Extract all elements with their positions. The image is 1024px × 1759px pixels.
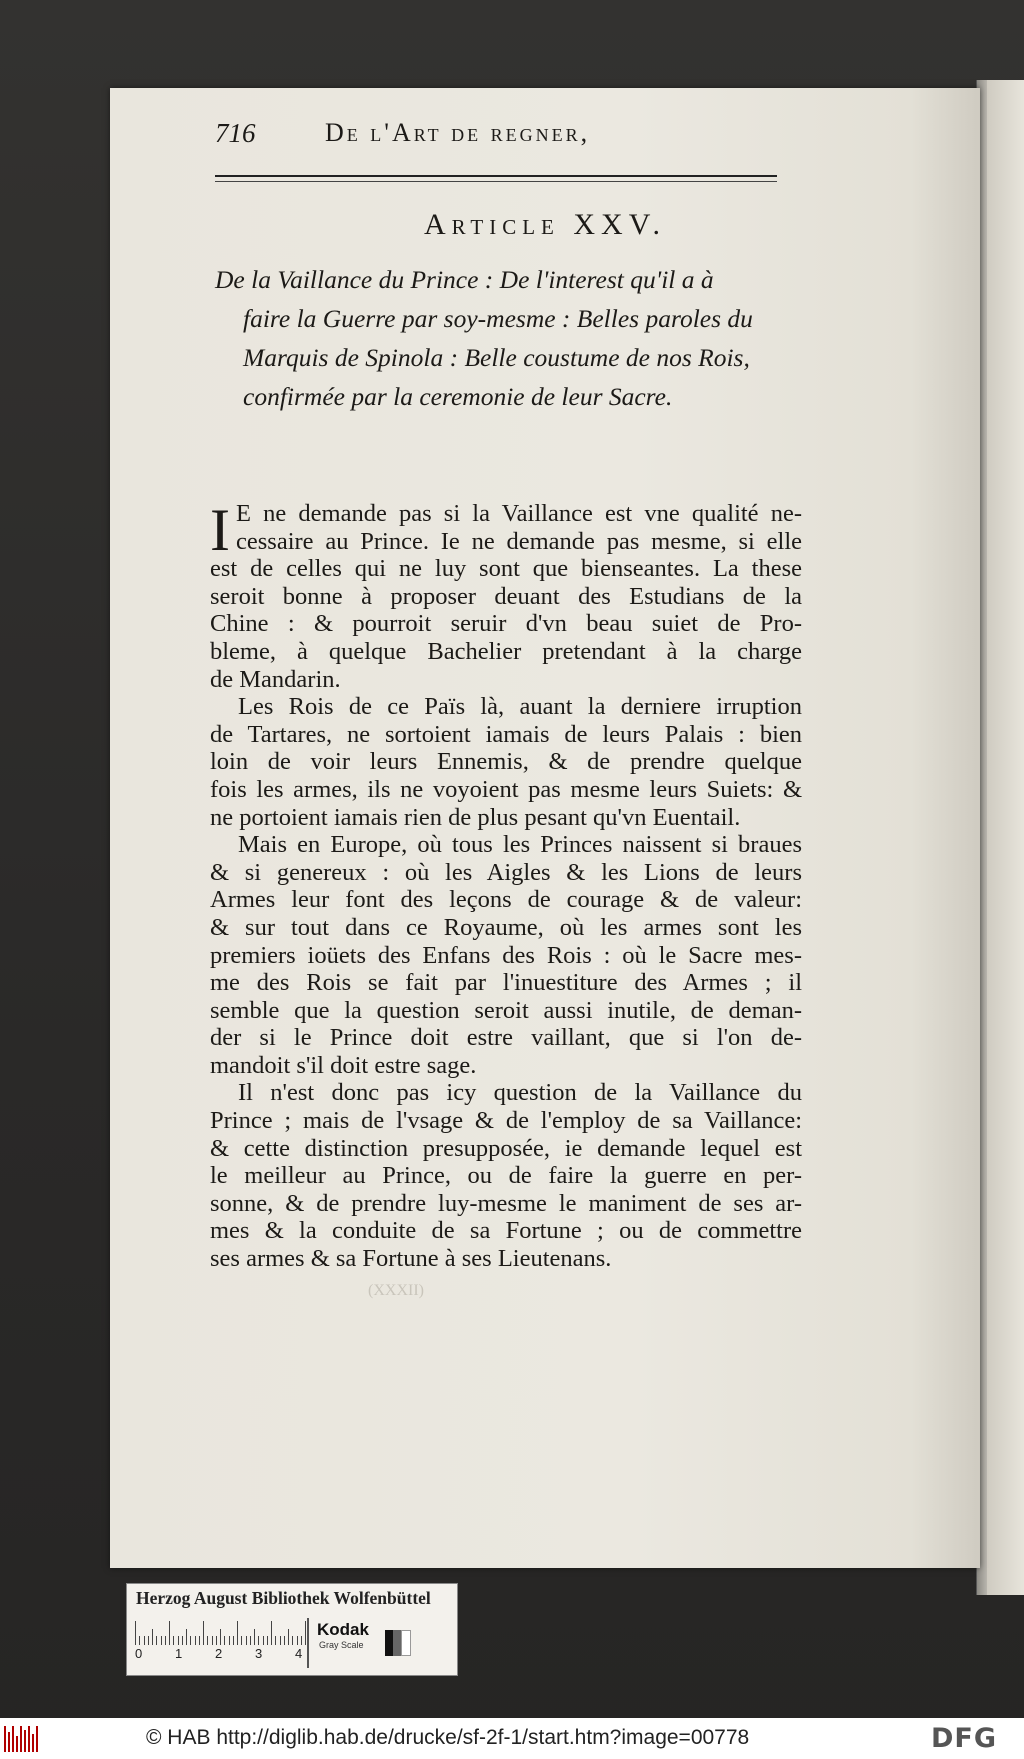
ruler-tick bbox=[292, 1636, 293, 1645]
ruler-tick bbox=[212, 1636, 213, 1645]
ruler-tick bbox=[288, 1629, 289, 1645]
ruler-tick bbox=[182, 1636, 183, 1645]
article-summary bbox=[215, 260, 800, 416]
gray-scale-label: Gray Scale bbox=[319, 1640, 364, 1650]
scale-number: 4 bbox=[295, 1646, 303, 1661]
ruler-tick bbox=[263, 1636, 264, 1645]
ruler-tick bbox=[135, 1621, 136, 1645]
summary-line: Marquis de Spinola : Belle coustume de nos Rois, bbox=[243, 343, 750, 372]
ruler-tick bbox=[207, 1636, 208, 1645]
body-line: mes & la conduite de sa Fortune ; ou de commettre bbox=[210, 1217, 802, 1245]
drop-cap: I bbox=[210, 497, 230, 563]
ruler-tick bbox=[237, 1621, 238, 1645]
ruler-tick bbox=[241, 1636, 242, 1645]
scale-ruler bbox=[135, 1619, 305, 1645]
ruler-tick bbox=[216, 1636, 217, 1645]
body-line: bleme, à quelque Bachelier pretendant à la charge bbox=[210, 637, 802, 665]
body-line: me des Rois se fait par l'inuestiture des Armes ; il bbox=[210, 969, 802, 997]
ruler-tick bbox=[195, 1636, 196, 1645]
body-text bbox=[210, 497, 802, 1273]
gray-swatch bbox=[385, 1630, 411, 1656]
ruler-tick bbox=[297, 1636, 298, 1645]
body-line: loin de voir leurs Ennemis, & de prendre quelque bbox=[210, 748, 802, 776]
body-line: Prince ; mais de l'vsage & de l'employ de sa Vaillance: bbox=[210, 1107, 802, 1135]
ruler-tick bbox=[233, 1636, 234, 1645]
ruler-tick bbox=[178, 1636, 179, 1645]
ruler-tick bbox=[246, 1636, 247, 1645]
summary-line: confirmée par la ceremonie de leur Sacre. bbox=[243, 382, 673, 411]
body-line: semble que la question seroit aussi inutile, de deman- bbox=[210, 996, 802, 1024]
ruler-tick bbox=[165, 1636, 166, 1645]
ruler-tick bbox=[254, 1629, 255, 1645]
ruler-tick bbox=[139, 1636, 140, 1645]
ruler-tick bbox=[267, 1636, 268, 1645]
body-line: & cette distinction presupposée, ie demande lequel est bbox=[210, 1134, 802, 1162]
body-line: est de celles qui ne luy sont que bienseantes. La these bbox=[210, 555, 802, 583]
body-line: Mais en Europe, où tous les Princes naissent si braues bbox=[238, 831, 802, 859]
article-heading: Article XXV. bbox=[423, 208, 667, 241]
body-line: mandoit s'il doit estre sage. bbox=[210, 1051, 477, 1079]
separator bbox=[307, 1618, 309, 1668]
ruler-tick bbox=[161, 1636, 162, 1645]
body-line: de Mandarin. bbox=[210, 665, 341, 693]
summary-line: De la Vaillance du Prince : De l'interest qu'il a à bbox=[215, 265, 714, 294]
footer-bar bbox=[0, 1718, 1024, 1759]
scale-number: 0 bbox=[135, 1646, 143, 1661]
ruler-tick bbox=[144, 1636, 145, 1645]
ruler-tick bbox=[169, 1621, 170, 1645]
scale-number: 3 bbox=[255, 1646, 263, 1661]
ruler-tick bbox=[224, 1636, 225, 1645]
ruler-tick bbox=[284, 1636, 285, 1645]
body-line: de Tartares, ne sortoient iamais de leurs Palais : bien bbox=[210, 720, 802, 748]
ruler-tick bbox=[203, 1621, 204, 1645]
kodak-label: Kodak bbox=[317, 1620, 369, 1639]
body-line: Les Rois de ce Païs là, auant la derniere irruption bbox=[238, 693, 802, 721]
scale-number: 2 bbox=[215, 1646, 223, 1661]
dfg-logo: DFG bbox=[931, 1723, 998, 1754]
ruler-tick bbox=[301, 1636, 302, 1645]
scale-numbers bbox=[135, 1646, 305, 1666]
ruler-tick bbox=[173, 1636, 174, 1645]
ruler-tick bbox=[305, 1621, 306, 1645]
body-line: der si le Prince doit estre vaillant, que si l'on de- bbox=[210, 1024, 802, 1052]
ruler-tick bbox=[199, 1636, 200, 1645]
ruler-tick bbox=[190, 1636, 191, 1645]
body-line: & si genereux : où les Aigles & les Lions de leurs bbox=[210, 858, 802, 886]
body-line: ne portoient iamais rien de plus pesant qu'vn Euentail. bbox=[210, 803, 741, 831]
ruler-tick bbox=[280, 1636, 281, 1645]
body-line: cessaire au Prince. Ie ne demande pas mesme, si elle bbox=[236, 527, 802, 555]
body-line: premiers ioüets des Enfans des Rois : où le Sacre mes- bbox=[210, 941, 802, 969]
header-rule bbox=[215, 175, 777, 182]
source-link[interactable]: © HAB http://diglib.hab.de/drucke/sf-2f-1/start.htm?image=00778 bbox=[146, 1726, 750, 1749]
ruler-tick bbox=[229, 1636, 230, 1645]
faint-stamp: (XXXII) bbox=[368, 1282, 424, 1299]
hab-logo-icon bbox=[4, 1726, 46, 1752]
page-number: 716 bbox=[215, 118, 256, 148]
body-line: E ne demande pas si la Vaillance est vne qualité ne- bbox=[236, 500, 802, 527]
running-header bbox=[215, 118, 895, 158]
ruler-tick bbox=[250, 1636, 251, 1645]
color-calibration-bar bbox=[126, 1583, 458, 1676]
ruler-tick bbox=[271, 1621, 272, 1645]
body-line: ses armes & sa Fortune à ses Lieutenans. bbox=[210, 1245, 612, 1273]
body-line: Il n'est donc pas icy question de la Vaillance du bbox=[238, 1079, 802, 1107]
ruler-tick bbox=[220, 1629, 221, 1645]
ruler-tick bbox=[156, 1636, 157, 1645]
library-name: Herzog August Bibliothek Wolfenbüttel bbox=[136, 1588, 431, 1608]
body-line: sonne, & de prendre luy-mesme le maniment de ses ar- bbox=[210, 1189, 802, 1217]
scale-number: 1 bbox=[175, 1646, 183, 1661]
body-line: fois les armes, ils ne voyoient pas mesme leurs Suiets: & bbox=[210, 775, 802, 803]
ruler-tick bbox=[258, 1636, 259, 1645]
ruler-tick bbox=[152, 1629, 153, 1645]
ruler-tick bbox=[275, 1636, 276, 1645]
body-line: Armes leur font des leçons de courage & de valeur: bbox=[210, 886, 802, 914]
ruler-tick bbox=[148, 1636, 149, 1645]
body-line: Chine : & pourroit seruir d'vn beau suiet de Pro- bbox=[210, 610, 802, 638]
facing-page-edge bbox=[976, 80, 1024, 1595]
running-title: De l'Art de regner, bbox=[325, 118, 591, 147]
body-line: & sur tout dans ce Royaume, où les armes sont les bbox=[210, 913, 802, 941]
summary-line: faire la Guerre par soy-mesme : Belles paroles du bbox=[243, 304, 753, 333]
ruler-tick bbox=[186, 1629, 187, 1645]
body-line: le meilleur au Prince, ou de faire la guerre en per- bbox=[210, 1162, 802, 1190]
body-line: seroit bonne à proposer deuant des Estudians de la bbox=[210, 582, 802, 610]
